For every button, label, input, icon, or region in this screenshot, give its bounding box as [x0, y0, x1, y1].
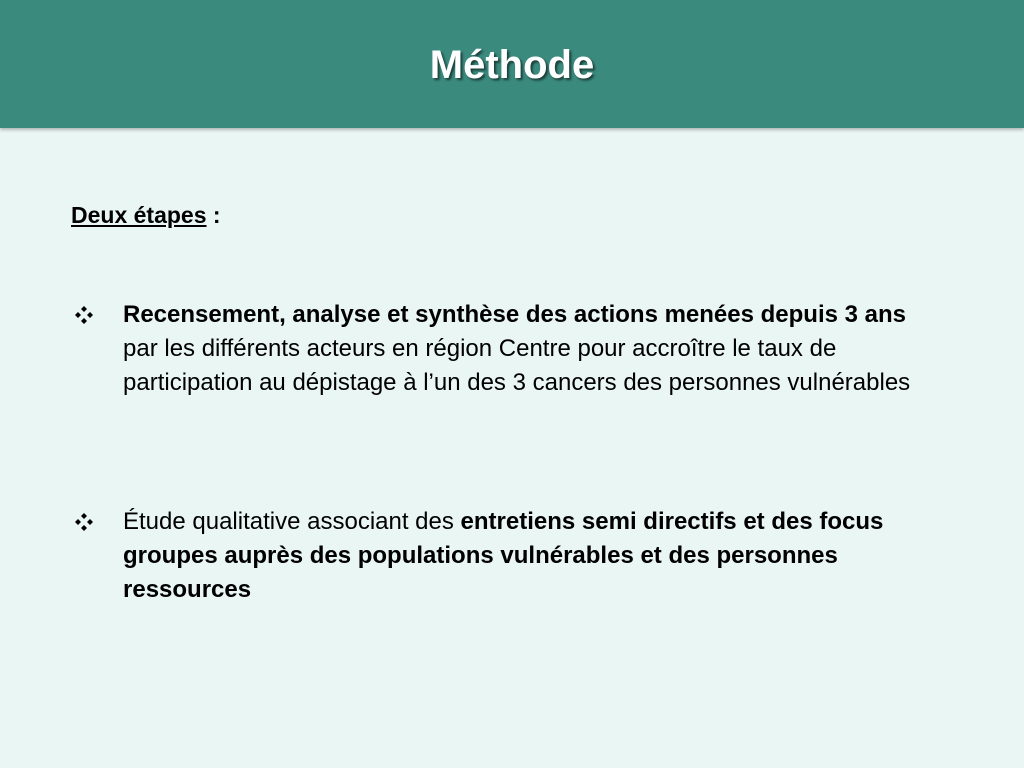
bullet-2-normal: Étude qualitative associant des [123, 508, 461, 535]
bullet-1-bold: Recensement, analyse et synthèse des actions menées depuis 3 ans [123, 301, 907, 328]
section-heading [71, 200, 221, 230]
four-diamond-bullet-icon [72, 298, 102, 332]
bullet-text-2 [123, 505, 923, 607]
header-bar [0, 0, 1024, 128]
bullet-1-normal: par les différents acteurs en région Centre pour accroître le taux de participation au dépistage à l’un des 3 cancers des personnes vulnérables [123, 335, 911, 396]
bullet-text-1 [123, 298, 923, 400]
four-diamond-bullet-icon [72, 505, 102, 539]
slide-title: Méthode [429, 43, 595, 87]
bullet-2-bold: entretiens semi directifs et des focus groupes auprès des populations vulnérables et des personnes ressources [123, 508, 884, 603]
section-heading-underlined: Deux étapes [71, 202, 207, 228]
section-heading-colon: : [206, 202, 221, 228]
